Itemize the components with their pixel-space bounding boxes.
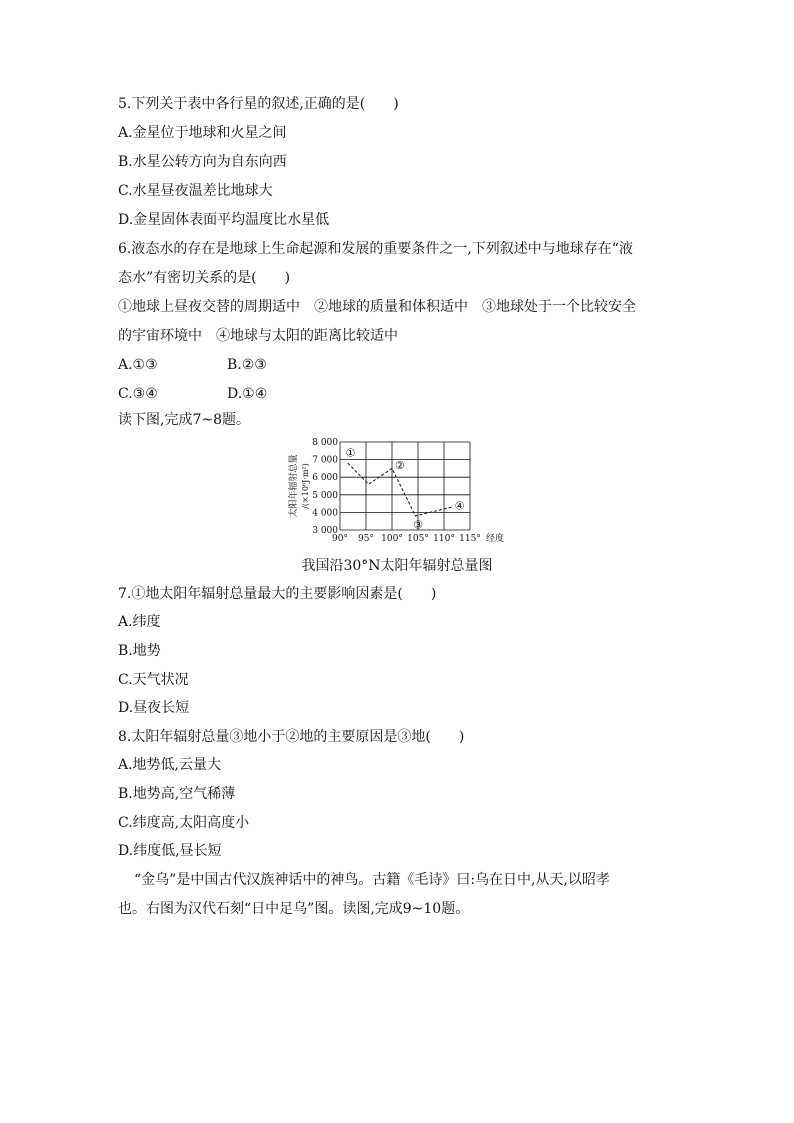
q7-option-c: C.天气状况 (118, 672, 189, 688)
x-axis-label: 经度 (486, 534, 505, 544)
y-tick-label: 3 000 (312, 526, 338, 536)
point-marker-label: ① (345, 446, 356, 460)
radiation-chart (280, 434, 520, 550)
y-tick-label: 5 000 (312, 490, 338, 501)
chart-caption: 我国沿30°N太阳年辐射总量图 (301, 558, 493, 574)
q5-option-a: A.金星位于地球和火星之间 (118, 125, 287, 141)
q6-options-row2 (118, 384, 318, 404)
point-marker-label: ③ (413, 518, 423, 532)
q5-option-c: C.水星昼夜温差比地球大 (118, 183, 273, 199)
q6-option-b: B.②③ (227, 357, 267, 373)
point-marker-label: ② (394, 458, 405, 472)
q6-stem-line2: 态水”有密切关系的是( ) (118, 270, 291, 286)
x-tick-label: 105° (407, 534, 429, 544)
y-axis-unit: /(×10⁶J·m²) (301, 463, 310, 509)
q6-option-d: D.①④ (227, 386, 268, 402)
y-tick-label: 6 000 (312, 473, 338, 484)
intro-9-10-line2: 也。右图为汉代石刻“日中足乌”图。读图,完成9~10题。 (118, 901, 470, 917)
q7-option-b: B.地势 (118, 643, 161, 659)
q7-option-a: A.纬度 (118, 614, 161, 630)
q8-option-c: C.纬度高,太阳高度小 (118, 815, 250, 831)
x-tick-label: 100° (381, 534, 403, 544)
q7-stem: 7.①地太阳年辐射总量最大的主要影响因素是( ) (118, 586, 437, 602)
x-tick-label: 110° (433, 534, 455, 544)
q7-option-d: D.昼夜长短 (118, 700, 190, 716)
q6-statements-line2: 的宇宙环境中 ④地球与太阳的距离比较适中 (118, 328, 398, 344)
y-tick-label: 7 000 (312, 455, 338, 466)
intro-7-8: 读下图,完成7~8题。 (118, 412, 250, 428)
y-axis-label: 太阳年辐射总量 (289, 454, 299, 518)
chart-grid (340, 442, 470, 530)
y-tick-label: 8 000 (312, 438, 338, 448)
x-tick-labels (332, 534, 481, 544)
x-tick-label: 115° (459, 534, 481, 544)
q6-options-row1 (118, 355, 318, 375)
y-tick-labels (312, 438, 338, 536)
intro-9-10-line1: “金乌”是中国古代汉族神话中的神鸟。古籍《毛诗》曰:乌在日中,从天,以昭孝 (134, 872, 610, 888)
point-marker-label: ④ (454, 499, 465, 513)
q5-option-d: D.金星固体表面平均温度比水星低 (118, 212, 330, 228)
q8-option-a: A.地势低,云量大 (118, 757, 222, 773)
q8-stem: 8.太阳年辐射总量③地小于②地的主要原因是③地( ) (118, 729, 465, 745)
q8-option-d: D.纬度低,昼长短 (118, 843, 222, 859)
y-tick-label: 4 000 (312, 508, 338, 519)
q6-stem-line1: 6.液态水的存在是地球上生命起源和发展的重要条件之一,下列叙述中与地球存在“液 (118, 241, 633, 257)
q8-option-b: B.地势高,空气稀薄 (118, 786, 236, 802)
x-tick-label: 95° (358, 534, 374, 544)
q5-stem: 5.下列关于表中各行星的叙述,正确的是( ) (118, 96, 399, 112)
q6-statements-line1: ①地球上昼夜交替的周期适中 ②地球的质量和体积适中 ③地球处于一个比较安全 (118, 299, 636, 315)
x-tick-label: 90° (332, 534, 348, 544)
q6-option-a: A.①③ (118, 357, 158, 373)
q6-option-c: C.③④ (118, 386, 158, 402)
q5-option-b: B.水星公转方向为自东向西 (118, 154, 287, 170)
